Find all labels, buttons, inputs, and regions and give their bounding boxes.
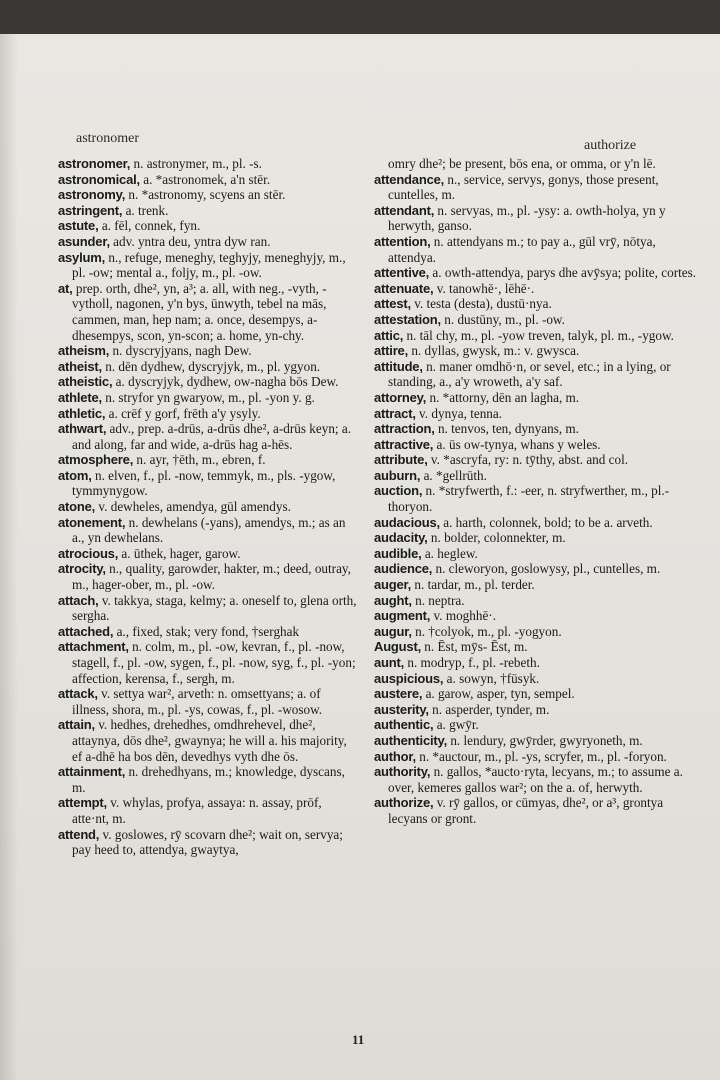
headword: attach, <box>58 592 99 608</box>
dictionary-entry <box>58 234 358 250</box>
dictionary-entry <box>374 561 704 577</box>
headword: auction, <box>374 483 423 499</box>
definition: n. dustūny, m., pl. -ow. <box>440 311 565 327</box>
headword: attract, <box>374 405 416 421</box>
definition: a., fixed, stak; very fond, †serghak <box>113 623 300 639</box>
definition: v. *ascryfa, ry: n. tȳthy, abst. and col. <box>427 452 629 468</box>
headword: authority, <box>374 764 431 780</box>
dictionary-entry <box>58 468 358 499</box>
definition: v. tanowhē·, lēhē·. <box>433 280 535 296</box>
definition: a. ūs ow-tynya, whans y weles. <box>433 436 601 452</box>
headword: attest, <box>374 296 411 312</box>
headword: atrocious, <box>58 545 119 561</box>
definition: n. gallos, *aucto·ryta, lecyans, m.; to assume a. over, kemeres gallos war²; on the a. of, herwyth. <box>388 764 683 795</box>
headword: attenuate, <box>374 280 434 296</box>
headword: attitude, <box>374 358 423 374</box>
headword: attainment, <box>58 764 126 780</box>
dictionary-entry <box>58 639 358 686</box>
definition: a. trenk. <box>122 202 169 218</box>
definition: v. moghhē·. <box>430 608 496 624</box>
dictionary-entry <box>58 187 358 203</box>
definition: n. dewhelans (-yans), amendys, m.; as an a., yn dewhelans. <box>72 514 346 546</box>
headword: atheistic, <box>58 374 113 390</box>
dictionary-entry <box>374 343 704 359</box>
headword: astute, <box>58 218 99 234</box>
dictionary-entry <box>374 437 704 453</box>
dictionary-entry <box>374 359 704 390</box>
definition: v. whylas, profya, assaya: n. assay, prōf, atte·nt, m. <box>72 795 322 826</box>
definition: n. servyas, m., pl. -ysy: a. owth-holya, yn y herwyth, ganso. <box>388 202 666 234</box>
dictionary-entry <box>374 702 704 718</box>
definition: v. settya war², arveth: n. omsettyans; a. of illness, shora, m., pl. -ys, cowas, f., pl. -wosow. <box>72 686 323 717</box>
dictionary-entry <box>58 561 358 592</box>
headword: attentive, <box>374 265 430 281</box>
dictionary-entry <box>374 795 704 826</box>
headword: asylum, <box>58 249 106 265</box>
definition: n. cleworyon, goslowysy, pl., cuntelles, m. <box>432 561 661 577</box>
definition: n., service, servys, gonys, those present, cuntelles, m. <box>388 171 659 203</box>
definition: a. harth, colonnek, bold; to be a. arveth. <box>439 514 653 530</box>
headword: attic, <box>374 327 404 343</box>
right-column <box>374 156 704 827</box>
headword: audience, <box>374 561 433 577</box>
definition: n. elven, f., pl. -now, temmyk, m., pls. -ygow, tymmynygow. <box>72 467 336 499</box>
definition: a. dyscryjyk, dydhew, ow-nagha bōs Dew. <box>112 374 339 390</box>
headword: austerity, <box>374 701 429 717</box>
running-head-right: authorize <box>584 138 637 153</box>
definition: a. ūthek, hager, garow. <box>118 545 241 561</box>
headword: authorize, <box>374 795 434 811</box>
headword: attractive, <box>374 436 434 452</box>
definition: n. lendury, gwȳrder, gwyryoneth, m. <box>447 732 643 748</box>
headword: authentic, <box>374 717 434 733</box>
headword: attached, <box>58 623 114 639</box>
dictionary-entry <box>374 717 704 733</box>
definition: a. gwȳr. <box>433 717 479 733</box>
definition: n. *astronomy, scyens an stēr. <box>125 187 286 203</box>
definition: a. *astronomek, a'n stēr. <box>139 171 271 187</box>
dictionary-entry <box>374 172 704 203</box>
definition: n. ayr, †ēth, m., ebren, f. <box>133 452 266 468</box>
definition: n. colm, m., pl. -ow, kevran, f., pl. -now, stagell, f., pl. -ow, sygen, f., pl. -now, syg, f., pl. -yon; affection, kerensa, f., sergh, m. <box>72 639 356 686</box>
definition: n. neptra. <box>411 592 465 608</box>
headword: at, <box>58 280 73 296</box>
headword: athwart, <box>58 421 107 437</box>
headword: attendant, <box>374 202 435 218</box>
headword: August, <box>374 639 421 655</box>
dictionary-entry <box>374 483 704 514</box>
definition: v. testa (desta), dustū·nya. <box>410 296 552 312</box>
dictionary-entry <box>374 515 704 531</box>
dictionary-entry <box>374 686 704 702</box>
definition: a. fēl, connek, fyn. <box>98 218 201 234</box>
definition: a. heglew. <box>421 545 478 561</box>
dictionary-entry <box>58 546 358 562</box>
headword: atrocity, <box>58 561 106 577</box>
headword: atmosphere, <box>58 452 134 468</box>
headword: atheism, <box>58 343 110 359</box>
definition: n. modryp, f., pl. -rebeth. <box>404 655 540 670</box>
dictionary-entry <box>374 390 704 406</box>
headword: attend, <box>58 826 100 842</box>
definition: a. *gellrūth. <box>420 467 487 483</box>
headword: atheist, <box>58 358 102 374</box>
dictionary-entry <box>58 172 358 188</box>
headword: authenticity, <box>374 732 448 748</box>
dictionary-entry <box>374 530 704 546</box>
dictionary-entry <box>58 203 358 219</box>
headword: aught, <box>374 592 412 608</box>
definition: v. rȳ gallos, or cūmyas, dhe², or a³, grontya lecyans or gront. <box>388 795 664 826</box>
dictionary-entry <box>374 406 704 422</box>
definition: n. *attorny, dēn an lagha, m. <box>426 389 580 405</box>
headword: atone, <box>58 499 96 515</box>
headword: attempt, <box>58 795 107 811</box>
definition: n. dēn dydhew, dyscryjyk, m., pl. ygyon. <box>101 358 321 374</box>
definition: n. *stryfwerth, f.: -eer, n. stryfwerther, m., pl.-thoryon. <box>388 483 670 515</box>
headword: audacious, <box>374 514 440 530</box>
dictionary-entry <box>374 452 704 468</box>
dictionary-entry <box>58 686 358 717</box>
dictionary-entry <box>58 593 358 624</box>
headword: attestation, <box>374 311 441 327</box>
dictionary-entry <box>374 639 704 655</box>
headword: attire, <box>374 343 409 359</box>
dictionary-entry <box>58 624 358 640</box>
dictionary-entry <box>58 250 358 281</box>
definition: n. Ēst, mȳs- Ēst, m. <box>420 639 528 655</box>
dictionary-entry <box>374 156 704 172</box>
dictionary-entry <box>58 795 358 826</box>
dictionary-entry <box>374 608 704 624</box>
dictionary-entry <box>58 406 358 422</box>
definition: n. bolder, colonnekter, m. <box>427 530 566 546</box>
definition: n. drehedhyans, m.; knowledge, dyscans, m. <box>72 764 345 795</box>
headword: attorney, <box>374 389 427 405</box>
definition: n. tardar, m., pl. terder. <box>411 577 535 593</box>
dictionary-entry <box>374 265 704 281</box>
dictionary-entry <box>58 156 358 172</box>
headword: augment, <box>374 608 431 624</box>
dictionary-entry <box>374 312 704 328</box>
definition: a. garow, asper, tyn, sempel. <box>422 686 575 702</box>
dictionary-entry <box>374 593 704 609</box>
headword: austere, <box>374 686 423 702</box>
definition: v. takkya, staga, kelmy; a. oneself to, glena orth, sergha. <box>72 592 357 624</box>
definition: a. owth-attendya, parys dhe avȳsya; polite, cortes. <box>429 265 697 281</box>
headword: attendance, <box>374 171 445 187</box>
dictionary-entry <box>374 296 704 312</box>
left-column <box>58 156 358 858</box>
headword: astringent, <box>58 202 123 218</box>
dictionary-entry <box>374 468 704 484</box>
definition: n. asperder, tynder, m. <box>428 701 550 717</box>
definition: a. crēf y gorf, frēth a'y ysyly. <box>105 405 261 421</box>
dictionary-entry <box>58 515 358 546</box>
headword: auger, <box>374 577 412 593</box>
dictionary-entry <box>374 733 704 749</box>
dictionary-entry <box>58 390 358 406</box>
headword: audible, <box>374 545 422 561</box>
dictionary-entry <box>374 624 704 640</box>
dictionary-entry <box>374 671 704 687</box>
dictionary-entry <box>374 234 704 265</box>
headword: athlete, <box>58 389 102 405</box>
headword: audacity, <box>374 530 428 546</box>
definition: n. †colyok, m., pl. -yogyon. <box>411 623 562 639</box>
headword: attention, <box>374 233 431 249</box>
definition: omry dhe²; be present, bōs ena, or omma, or y'n lē. <box>388 156 656 171</box>
dictionary-page <box>0 34 720 1080</box>
headword: auspicious, <box>374 670 444 686</box>
definition: n. dyllas, gwysk, m.: v. gwysca. <box>408 343 580 359</box>
dictionary-entry <box>58 374 358 390</box>
dictionary-entry <box>58 343 358 359</box>
headword: attribute, <box>374 452 428 468</box>
headword: attain, <box>58 717 95 733</box>
headword: author, <box>374 748 416 764</box>
dictionary-entry <box>374 421 704 437</box>
dictionary-entry <box>58 452 358 468</box>
definition: n. tenvos, ten, dynyans, m. <box>434 421 579 437</box>
headword: astronomical, <box>58 171 140 187</box>
headword: aunt, <box>374 655 405 670</box>
headword: athletic, <box>58 405 106 421</box>
dictionary-entry <box>374 546 704 562</box>
dictionary-entry <box>58 499 358 515</box>
definition: prep. orth, dhe², yn, a³; a. all, with neg., -vyth, -vytholl, nagonen, y'n bys, ūnwyth, tebel na mās, cammen, man, hep nam; a. once, desempys, a-dhesempys, scon, yn-scon; a. home, yn-chy. <box>72 280 327 343</box>
headword: astronomer, <box>58 156 131 171</box>
dictionary-entry <box>374 577 704 593</box>
definition: adv., prep. a-drūs, a-drūs dhe², a-drūs keyn; a. and along, far and wide, a-drūs hag a-hēs. <box>72 421 352 452</box>
dictionary-entry <box>58 717 358 764</box>
dictionary-entry <box>374 764 704 795</box>
definition: adv. yntra deu, yntra dyw ran. <box>109 233 271 249</box>
definition: n. dyscryjyans, nagh Dew. <box>109 343 252 359</box>
definition: n. maner omdhō·n, or sevel, etc.; in a lying, or standing, a., a'y wroweth, a'y saf. <box>388 358 671 390</box>
page-number: 11 <box>352 1032 365 1047</box>
dictionary-entry <box>58 827 358 858</box>
dictionary-entry <box>58 764 358 795</box>
dictionary-entry <box>58 281 358 343</box>
definition: n. *auctour, m., pl. -ys, scryfer, m., pl. -foryon. <box>415 748 667 764</box>
dictionary-entry <box>58 218 358 234</box>
headword: attraction, <box>374 421 435 437</box>
dictionary-entry <box>374 749 704 765</box>
definition: n. astronymer, m., pl. -s. <box>130 156 262 171</box>
definition: n. tāl chy, m., pl. -yow treven, talyk, pl. m., -ygow. <box>403 327 674 343</box>
dictionary-entry <box>374 281 704 297</box>
definition: a. sowyn, †fūsyk. <box>443 670 540 686</box>
definition: n. attendyans m.; to pay a., gūl vrȳ, nōtya, attendya. <box>388 233 656 265</box>
definition: n. stryfor yn gwaryow, m., pl. -yon y. g. <box>101 389 315 405</box>
page-gutter-shadow <box>0 34 18 1080</box>
definition: v. hedhes, drehedhes, omdhrehevel, dhe², attaynya, dōs dhe², gwaynya; he will a. his majority, ef a-dhē ha bos dēn, devedhys vyth dhe ōs. <box>72 717 347 764</box>
definition: n., quality, garowder, hakter, m.; deed, outray, m., hager-ober, m., pl. -ow. <box>72 561 351 593</box>
definition: v. dynya, tenna. <box>415 405 503 421</box>
dictionary-entry <box>374 655 704 671</box>
definition: n., refuge, meneghy, teghyjy, meneghyjy, m., pl. -ow; mental a., foljy, m., pl. -ow. <box>72 249 346 281</box>
headword: attachment, <box>58 639 129 655</box>
dictionary-entry <box>58 359 358 375</box>
headword: atonement, <box>58 514 126 530</box>
dictionary-entry <box>58 421 358 452</box>
headword: augur, <box>374 623 412 639</box>
dictionary-entry <box>374 203 704 234</box>
dictionary-entry <box>374 328 704 344</box>
headword: asunder, <box>58 233 110 249</box>
running-head-left: astronomer <box>76 131 139 146</box>
headword: astronomy, <box>58 187 126 203</box>
headword: atom, <box>58 467 92 483</box>
headword: attack, <box>58 686 98 702</box>
definition: v. dewheles, amendya, gūl amendys. <box>95 499 291 515</box>
headword: auburn, <box>374 467 421 483</box>
definition: v. goslowes, rȳ scovarn dhe²; wait on, servya; pay heed to, attendya, gwaytya, <box>72 826 343 858</box>
